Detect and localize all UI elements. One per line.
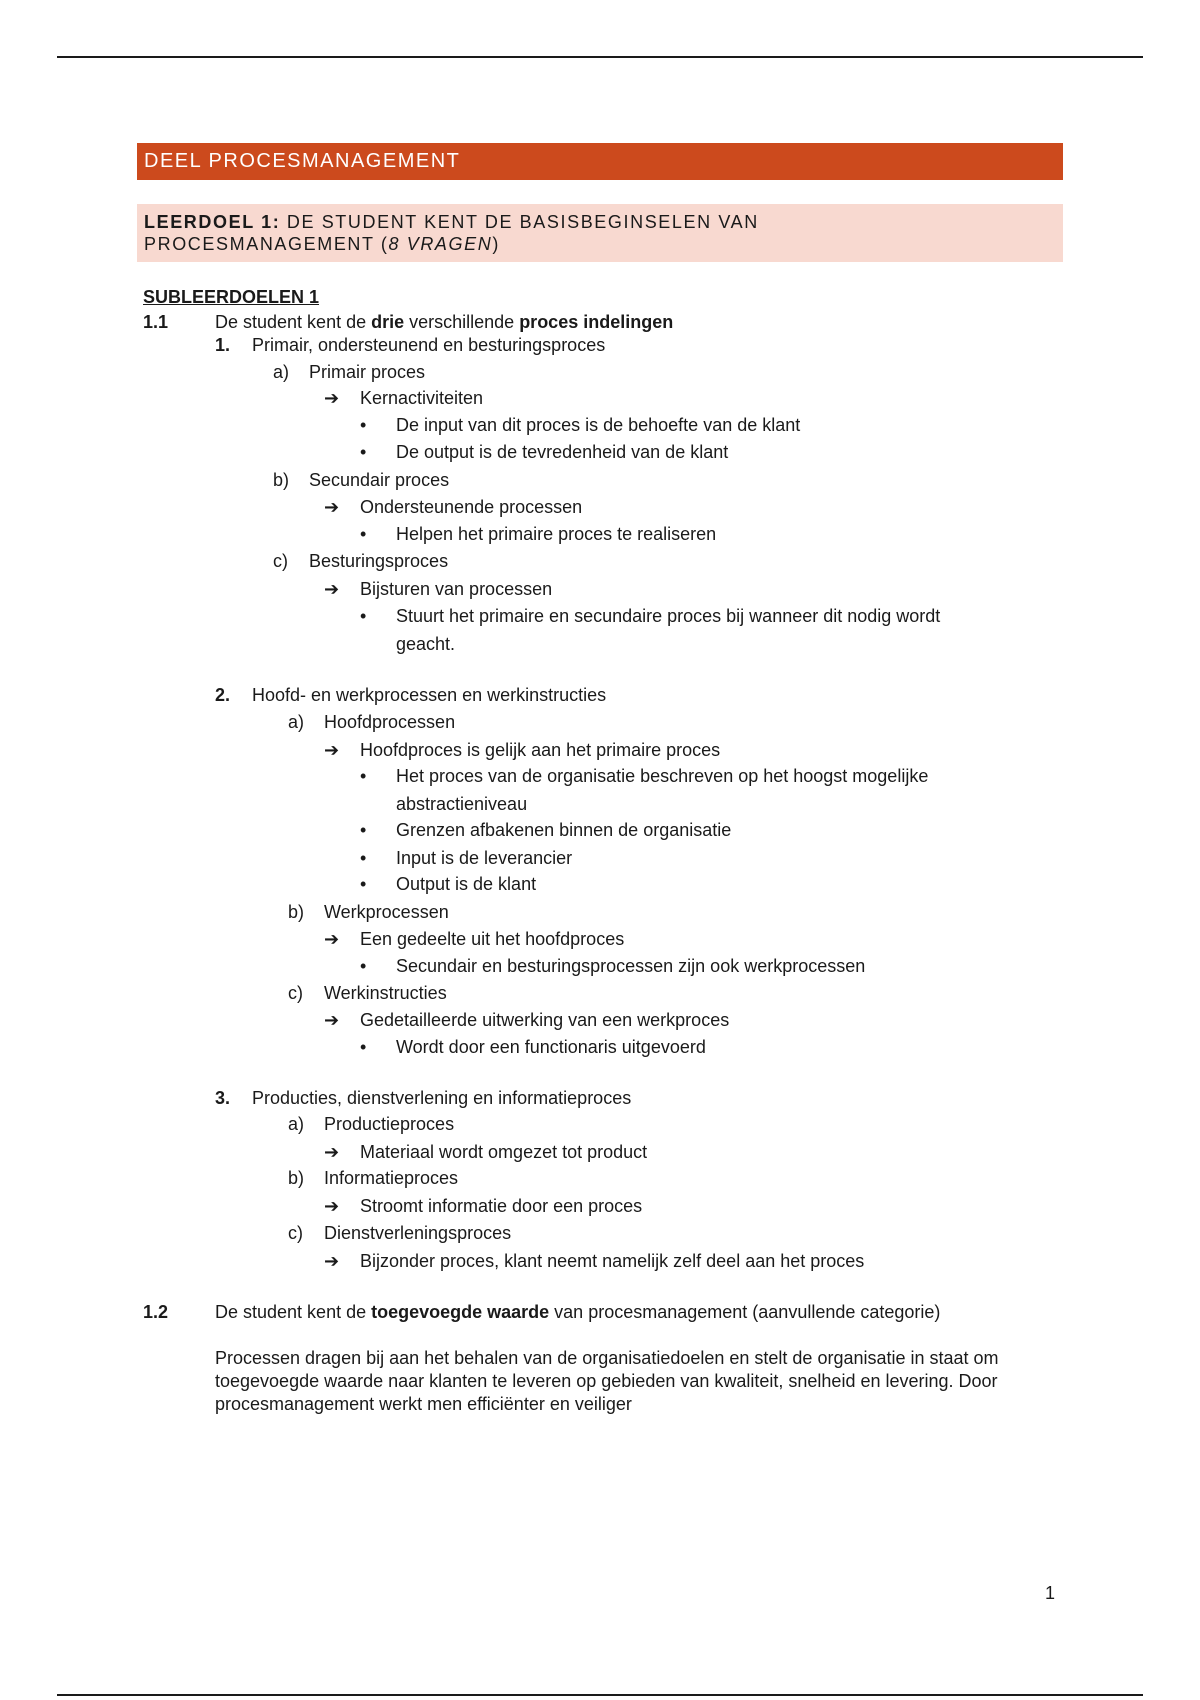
arrow-right-icon: ➔ [324, 1142, 340, 1162]
list-item: Secundair proces [309, 470, 450, 490]
learning-goal [137, 204, 1063, 262]
s11-pre: De student kent de [215, 312, 372, 332]
list-item: Materiaal wordt omgezet tot product [360, 1142, 648, 1162]
list-item: Wordt door een functionaris uitgevoerd [396, 1037, 706, 1057]
list-letter: b) [288, 902, 305, 922]
bullet-icon: • [360, 956, 367, 976]
subgoal-1-1-text [215, 311, 673, 333]
list-item: Informatieproces [324, 1168, 459, 1188]
list-item: Stuurt het primaire en secundaire proces bij wanneer dit nodig wordt [396, 606, 941, 626]
arrow-right-icon: ➔ [324, 497, 340, 517]
arrow-right-icon: ➔ [324, 1010, 340, 1030]
s11-b1: drie [371, 312, 405, 332]
list-item: Een gedeelte uit het hoofdproces [360, 929, 625, 949]
header-rule [57, 56, 1143, 58]
subgoal-number-1-1: 1.1 [143, 312, 169, 332]
list-item: Kernactiviteiten [360, 388, 484, 408]
list-letter: a) [288, 1114, 305, 1134]
s12-bold: toegevoegde waarde [371, 1302, 550, 1322]
arrow-right-icon: ➔ [324, 388, 340, 408]
goal-text-1: DE STUDENT KENT DE BASISBEGINSELEN VAN [280, 212, 759, 232]
list-item: Gedetailleerde uitwerking van een werkproces [360, 1010, 730, 1030]
s12-post: van procesmanagement (aanvullende categorie) [549, 1302, 941, 1322]
list-item: Input is de leverancier [396, 848, 573, 868]
arrow-right-icon: ➔ [324, 1196, 340, 1216]
arrow-right-icon: ➔ [324, 929, 340, 949]
list-item: Stroomt informatie door een proces [360, 1196, 643, 1216]
bullet-icon: • [360, 766, 367, 786]
arrow-right-icon: ➔ [324, 1251, 340, 1271]
bullet-icon: • [360, 442, 367, 462]
list-item: Primair, ondersteunend en besturingsproces [252, 335, 606, 355]
bullet-icon: • [360, 606, 367, 626]
list-item: Secundair en besturingsprocessen zijn ook werkprocessen [396, 956, 866, 976]
list-item: Grenzen afbakenen binnen de organisatie [396, 820, 732, 840]
s12-pre: De student kent de [215, 1302, 372, 1322]
list-item: Helpen het primaire proces te realiseren [396, 524, 717, 544]
list-item: Bijsturen van processen [360, 579, 553, 599]
list-item: Ondersteunende processen [360, 497, 583, 517]
bullet-icon: • [360, 1037, 367, 1057]
list-item: Hoofdprocessen [324, 712, 456, 732]
list-item: De input van dit proces is de behoefte van de klant [396, 415, 801, 435]
list-item: Bijzonder proces, klant neemt namelijk zelf deel aan het proces [360, 1251, 865, 1271]
arrow-right-icon: ➔ [324, 740, 340, 760]
page-number: 1 [1045, 1583, 1056, 1603]
subgoals-heading: SUBLEERDOELEN 1 [143, 287, 320, 307]
list-item: Werkprocessen [324, 902, 449, 922]
goal-label: LEERDOEL 1: [144, 212, 281, 232]
section-title: DEEL PROCESMANAGEMENT [137, 143, 1063, 180]
list-item: abstractieniveau [396, 794, 528, 814]
list-item: Hoofd- en werkprocessen en werkinstructies [252, 685, 607, 705]
subgoal-1-2-text [215, 1301, 940, 1323]
list-letter: a) [288, 712, 305, 732]
list-letter: b) [288, 1168, 305, 1188]
bullet-icon: • [360, 848, 367, 868]
goal-text-2: PROCESMANAGEMENT ( [144, 234, 389, 254]
subgoal-1-2-paragraph: Processen dragen bij aan het behalen van de organisatiedoelen en stelt de organisatie in staat om toegevoegde waarde naar klanten te leveren op gebieden van kwaliteit, snelheid en levering. Door procesmanagement werkt men efficiënter en veiliger [215, 1348, 999, 1414]
list-item: Dienstverleningsproces [324, 1223, 512, 1243]
list-number: 1. [215, 335, 231, 355]
bullet-icon: • [360, 415, 367, 435]
subgoal-number-1-2: 1.2 [143, 1302, 169, 1322]
list-item: Productieproces [324, 1114, 455, 1134]
list-number: 3. [215, 1088, 231, 1108]
arrow-right-icon: ➔ [324, 579, 340, 599]
goal-text-italic: 8 VRAGEN [388, 234, 493, 254]
s11-b2: proces indelingen [519, 312, 674, 332]
list-number: 2. [215, 685, 231, 705]
bullet-icon: • [360, 874, 367, 894]
list-item: Producties, dienstverlening en informatieproces [252, 1088, 632, 1108]
list-letter: c) [288, 1223, 303, 1243]
list-item: Het proces van de organisatie beschreven op het hoogst mogelijke [396, 766, 929, 786]
list-item: geacht. [396, 634, 456, 654]
list-item: Werkinstructies [324, 983, 447, 1003]
goal-text-end: ) [492, 234, 500, 254]
list-item: De output is de tevredenheid van de klant [396, 442, 729, 462]
list-item: Hoofdproces is gelijk aan het primaire proces [360, 740, 721, 760]
list-letter: c) [273, 551, 288, 571]
footer-rule [57, 1694, 1143, 1696]
bullet-icon: • [360, 820, 367, 840]
list-item: Output is de klant [396, 874, 537, 894]
list-letter: c) [288, 983, 303, 1003]
s11-mid: verschillende [404, 312, 520, 332]
bullet-icon: • [360, 524, 367, 544]
list-letter: a) [273, 362, 290, 382]
list-letter: b) [273, 470, 290, 490]
list-item: Primair proces [309, 362, 426, 382]
list-item: Besturingsproces [309, 551, 449, 571]
